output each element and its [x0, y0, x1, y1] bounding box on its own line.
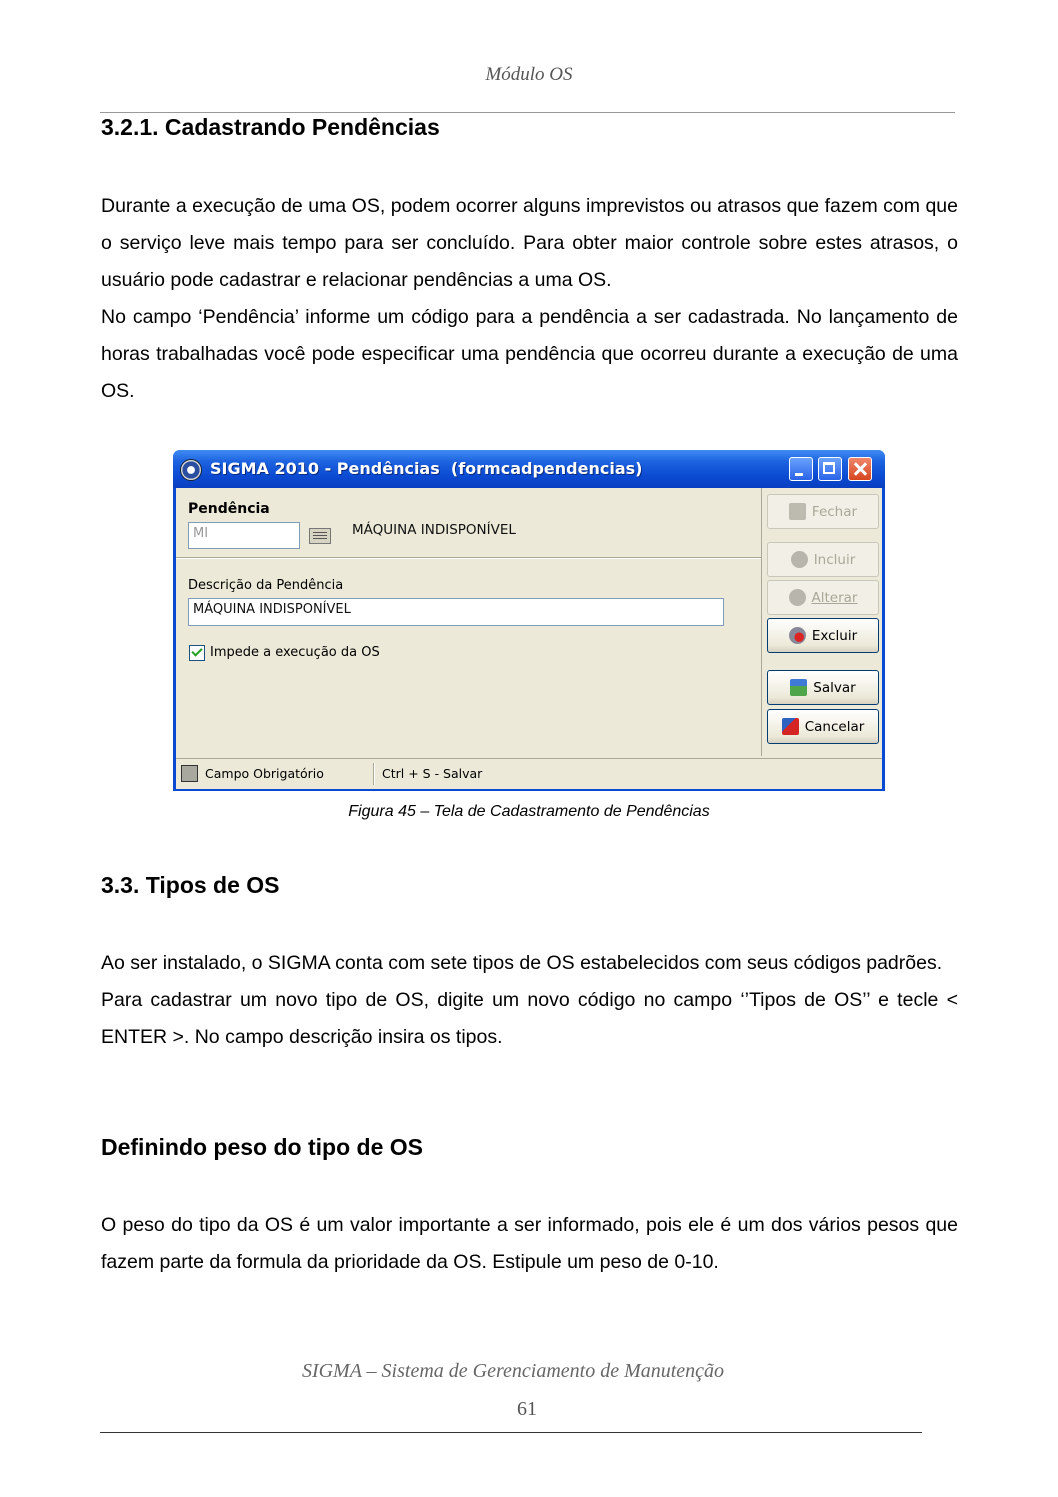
close-button[interactable] [848, 457, 872, 481]
paragraph: Para cadastrar um novo tipo de OS, digite um novo código no campo ‘’Tipos de OS’’ e tecle < ENTER >. No campo descrição insira os tipos. [101, 989, 958, 1048]
fechar-button[interactable] [767, 494, 879, 529]
figure-caption: Figura 45 – Tela de Cadastramento de Pendências [348, 803, 710, 820]
app-icon [180, 459, 202, 481]
gear-edit-icon [789, 589, 806, 606]
pendencia-label: Pendência [188, 501, 270, 517]
alterar-button[interactable] [767, 580, 879, 615]
cancel-icon [782, 718, 799, 735]
section-title-peso: Definindo peso do tipo de OS [101, 1134, 423, 1160]
app-window [173, 450, 885, 791]
cancelar-label: Cancelar [804, 718, 865, 735]
required-field-swatch [181, 765, 198, 782]
header-rule [100, 112, 955, 113]
paragraph: Durante a execução de uma OS, podem ocorrer alguns imprevistos ou atrasos que fazem com que o serviço leve mais tempo para ser concluído. Para obter maior controle sobre estes atrasos, o usuário pode cadastrar e relacionar pendências a uma OS. [101, 195, 958, 291]
salvar-label: Salvar [813, 679, 856, 696]
maximize-button[interactable] [818, 457, 842, 481]
status-bar [176, 758, 882, 789]
gear-icon [791, 551, 808, 568]
impede-execucao-checkbox[interactable] [189, 645, 205, 661]
footer-title: SIGMA – Sistema de Gerenciamento de Manutenção [301, 1360, 725, 1382]
lookup-icon[interactable] [309, 528, 331, 544]
minimize-button[interactable] [789, 457, 813, 481]
alterar-label: Alterar [811, 589, 858, 606]
excluir-label: Excluir [811, 627, 858, 644]
fechar-label: Fechar [811, 503, 858, 520]
window-client [176, 488, 882, 788]
section-title-3-3: 3.3. Tipos de OS [101, 872, 280, 898]
section-peso-body [101, 1207, 958, 1281]
status-divider [373, 763, 375, 785]
pendencia-code-input[interactable]: MI [188, 522, 300, 549]
window-title: SIGMA 2010 - Pendências (formcadpendencias) [210, 459, 643, 478]
incluir-label: Incluir [813, 551, 856, 568]
door-icon [789, 503, 806, 520]
pendencia-code-description: MÁQUINA INDISPONÍVEL [352, 522, 516, 538]
section-title-3-2-1: 3.2.1. Cadastrando Pendências [101, 114, 440, 140]
salvar-button[interactable] [767, 670, 879, 705]
cancelar-button[interactable] [767, 709, 879, 744]
paragraph: No campo ‘Pendência’ informe um código para a pendência a ser cadastrada. No lançamento de horas trabalhadas você pode especificar uma pendência que ocorreu durante a execução de uma OS. [101, 306, 958, 402]
save-icon [790, 679, 807, 696]
paragraph: Ao ser instalado, o SIGMA conta com sete tipos de OS estabelecidos com seus códigos padrões. [101, 952, 943, 974]
form-separator [176, 557, 761, 559]
status-required-field: Campo Obrigatório [205, 766, 324, 781]
form-area [176, 488, 762, 756]
status-shortcut: Ctrl + S - Salvar [382, 766, 483, 781]
section-3-3-body [101, 945, 958, 1056]
window-titlebar[interactable] [173, 450, 885, 488]
gear-delete-icon [789, 627, 806, 644]
descricao-input[interactable]: MÁQUINA INDISPONÍVEL [188, 598, 724, 626]
paragraph: O peso do tipo da OS é um valor importante a ser informado, pois ele é um dos vários pesos que fazem parte da formula da prioridade da OS. Estipule um peso de 0-10. [101, 1214, 958, 1273]
page-number: 61 [517, 1398, 537, 1420]
incluir-button[interactable] [767, 542, 879, 577]
section-3-2-1-body [101, 188, 958, 410]
descricao-label: Descrição da Pendência [188, 578, 344, 593]
excluir-button[interactable] [767, 618, 879, 653]
footer-rule [100, 1432, 922, 1433]
impede-execucao-label[interactable]: Impede a execução da OS [210, 645, 380, 660]
running-header: Módulo OS [485, 64, 573, 85]
